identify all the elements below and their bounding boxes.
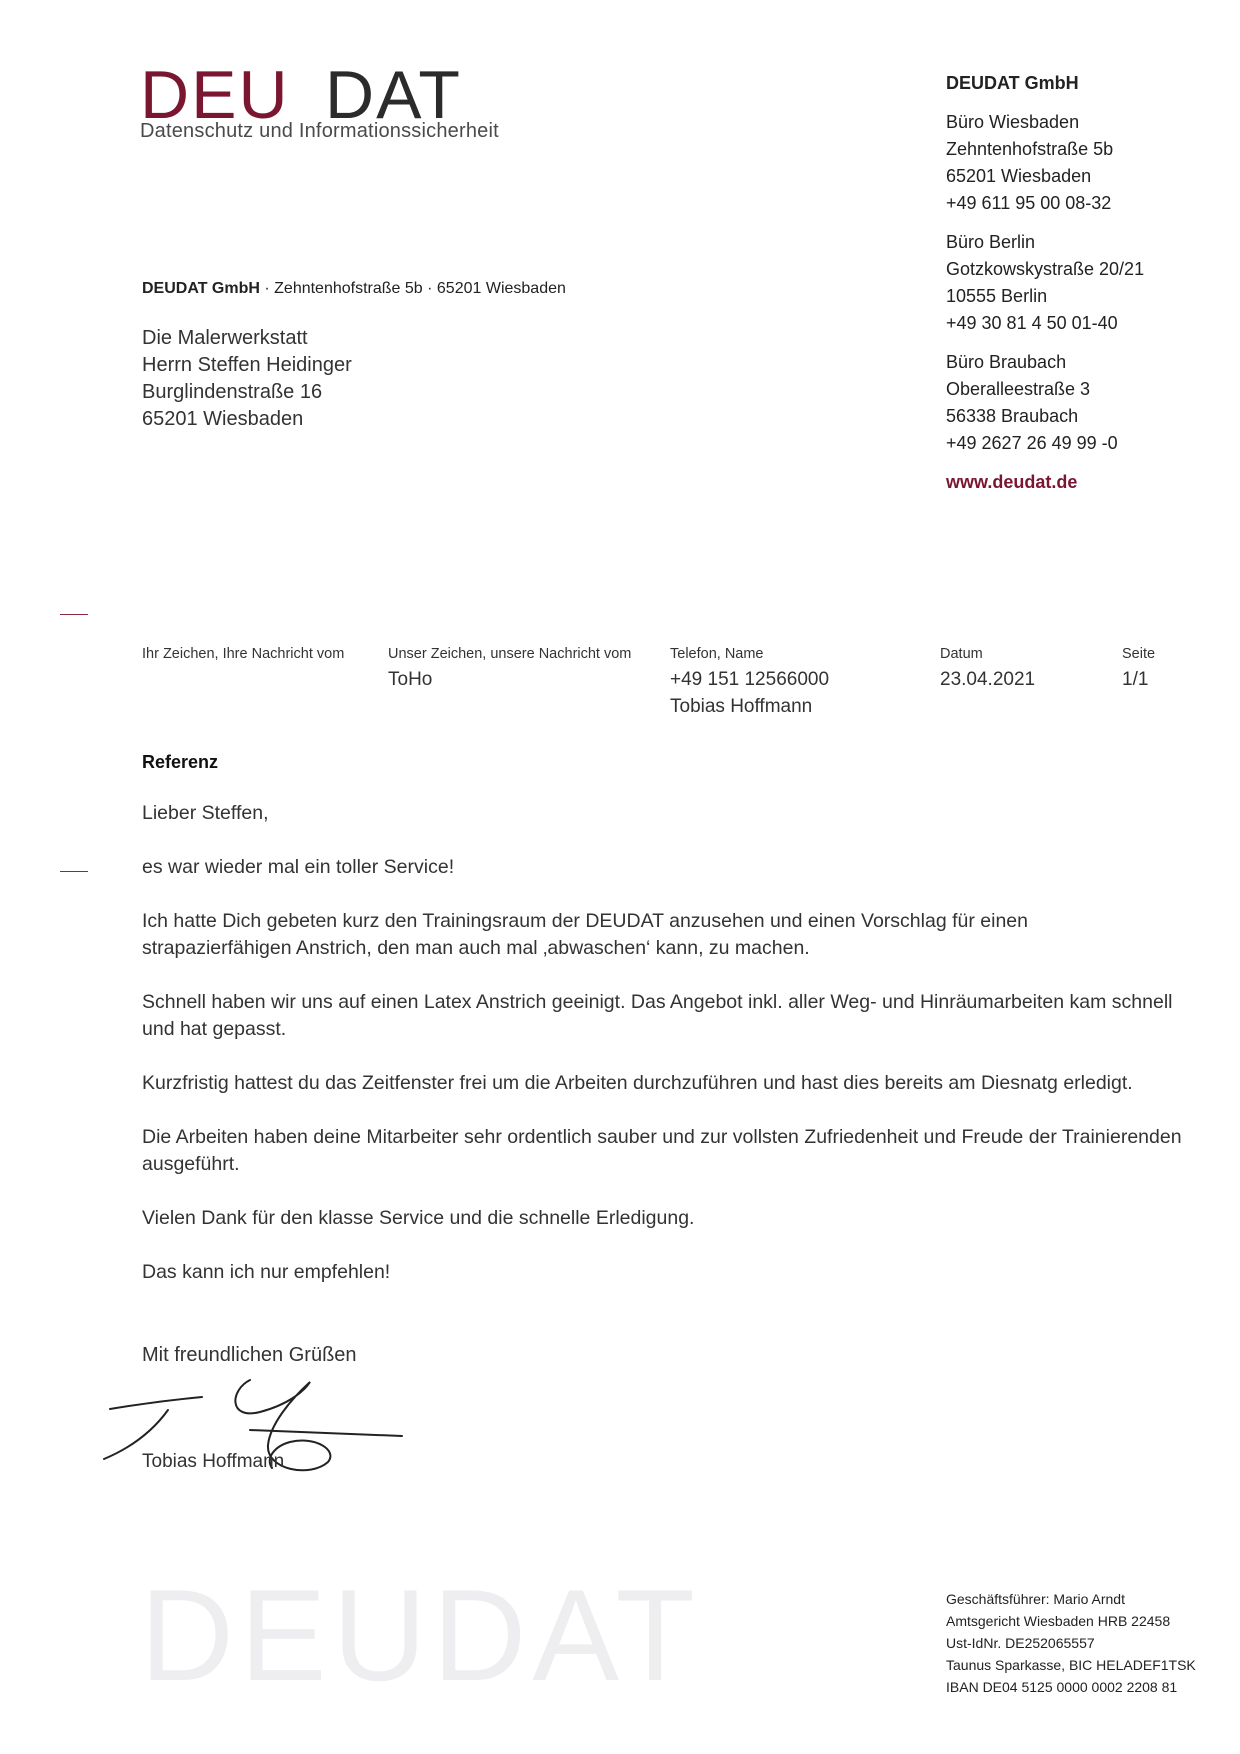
meta-phone-value: +49 151 12566000 bbox=[670, 669, 830, 690]
office-phone: +49 2627 26 49 99 -0 bbox=[946, 433, 1118, 453]
salutation: Lieber Steffen, bbox=[142, 802, 269, 824]
recipient-line: 65201 Wiesbaden bbox=[142, 408, 304, 430]
body-paragraph: es war wieder mal ein toller Service! bbox=[142, 856, 455, 878]
fold-mark bbox=[60, 871, 88, 872]
recipient-line: Burglindenstraße 16 bbox=[142, 381, 323, 403]
office-street: Oberalleestraße 3 bbox=[946, 379, 1091, 399]
body-paragraph: Die Arbeiten haben deine Mitarbeiter sehr ordentlich sauber und zur vollsten Zufriedenheit und Freude der Trainierenden ausgeführt. bbox=[142, 1126, 1182, 1175]
body-paragraph: Kurzfristig hattest du das Zeitfenster frei um die Arbeiten durchzuführen und hast dies bereits am Diesnatg erledigt. bbox=[142, 1072, 1133, 1094]
footer-line: Ust-IdNr. DE252065557 bbox=[946, 1635, 1095, 1651]
fold-mark bbox=[60, 614, 88, 615]
closing-phrase: Mit freundlichen Grüßen bbox=[142, 1344, 357, 1366]
office-phone: +49 611 95 00 08-32 bbox=[946, 193, 1112, 213]
body-paragraph: Vielen Dank für den klasse Service und die schnelle Erledigung. bbox=[142, 1207, 695, 1229]
logo-text-deu: DEU bbox=[140, 60, 290, 133]
meta-label: Unser Zeichen, unsere Nachricht vom bbox=[388, 646, 632, 662]
sender-company: DEUDAT GmbH bbox=[142, 280, 260, 297]
meta-label: Datum bbox=[940, 646, 983, 662]
recipient-line: Die Malerwerkstatt bbox=[142, 327, 308, 349]
footer-line: Geschäftsführer: Mario Arndt bbox=[946, 1591, 1125, 1607]
letter-body bbox=[142, 800, 1182, 1313]
meta-your-ref bbox=[142, 646, 344, 662]
website-link[interactable]: www.deudat.de bbox=[946, 472, 1078, 492]
office-city: 10555 Berlin bbox=[946, 286, 1048, 306]
office-phone: +49 30 81 4 50 01-40 bbox=[946, 313, 1118, 333]
company-info bbox=[946, 70, 1226, 496]
footer-line: Taunus Sparkasse, BIC HELADEF1TSK bbox=[946, 1657, 1196, 1673]
footer-line: IBAN DE04 5125 0000 0002 2208 81 bbox=[946, 1679, 1178, 1695]
logo-subtitle: Datenschutz und Informationssicherheit bbox=[140, 120, 499, 142]
meta-label: Ihr Zeichen, Ihre Nachricht vom bbox=[142, 646, 345, 662]
office-street: Zehntenhofstraße 5b bbox=[946, 139, 1114, 159]
office-braubach bbox=[946, 349, 1226, 457]
meta-page bbox=[1122, 646, 1155, 693]
sender-return-line bbox=[142, 280, 566, 298]
meta-value: 1/1 bbox=[1122, 669, 1149, 690]
office-berlin bbox=[946, 229, 1226, 337]
meta-date bbox=[940, 646, 1035, 693]
logo-text-dat: DAT bbox=[325, 60, 462, 133]
office-street: Gotzkowskystraße 20/21 bbox=[946, 259, 1145, 279]
office-title: Büro Wiesbaden bbox=[946, 112, 1080, 132]
meta-label: Seite bbox=[1122, 646, 1156, 662]
meta-value: 23.04.2021 bbox=[940, 669, 1036, 690]
office-city: 65201 Wiesbaden bbox=[946, 166, 1092, 186]
meta-our-ref bbox=[388, 646, 631, 693]
footer-legal bbox=[946, 1588, 1196, 1698]
meta-label: Telefon, Name bbox=[670, 646, 764, 662]
recipient-line: Herrn Steffen Heidinger bbox=[142, 354, 352, 376]
meta-value: ToHo bbox=[388, 669, 433, 690]
office-city: 56338 Braubach bbox=[946, 406, 1079, 426]
office-wiesbaden bbox=[946, 109, 1226, 217]
office-title: Büro Berlin bbox=[946, 232, 1036, 252]
signer-name: Tobias Hoffmann bbox=[142, 1451, 285, 1472]
body-paragraph: Schnell haben wir uns auf einen Latex Anstrich geeinigt. Das Angebot inkl. aller Weg- und Hinräumarbeiten kam schnell und hat gepasst. bbox=[142, 991, 1173, 1040]
letter-subject: Referenz bbox=[142, 752, 219, 772]
office-title: Büro Braubach bbox=[946, 352, 1067, 372]
recipient-address bbox=[142, 325, 352, 433]
watermark-text: DEUDAT bbox=[140, 1582, 701, 1692]
sender-address: · Zehntenhofstraße 5b · 65201 Wiesbaden bbox=[259, 280, 566, 297]
meta-name-value: Tobias Hoffmann bbox=[670, 696, 813, 717]
footer-line: Amtsgericht Wiesbaden HRB 22458 bbox=[946, 1613, 1171, 1629]
company-name: DEUDAT GmbH bbox=[946, 73, 1079, 93]
body-paragraph: Ich hatte Dich gebeten kurz den Trainingsraum der DEUDAT anzusehen und einen Vorschlag für einen strapazierfähigen Anstrich, den man auch mal ‚abwaschen‘ kann, zu machen. bbox=[142, 910, 1028, 959]
deudat-watermark bbox=[140, 1582, 860, 1692]
meta-phone-name bbox=[670, 646, 829, 720]
body-paragraph: Das kann ich nur empfehlen! bbox=[142, 1261, 391, 1283]
